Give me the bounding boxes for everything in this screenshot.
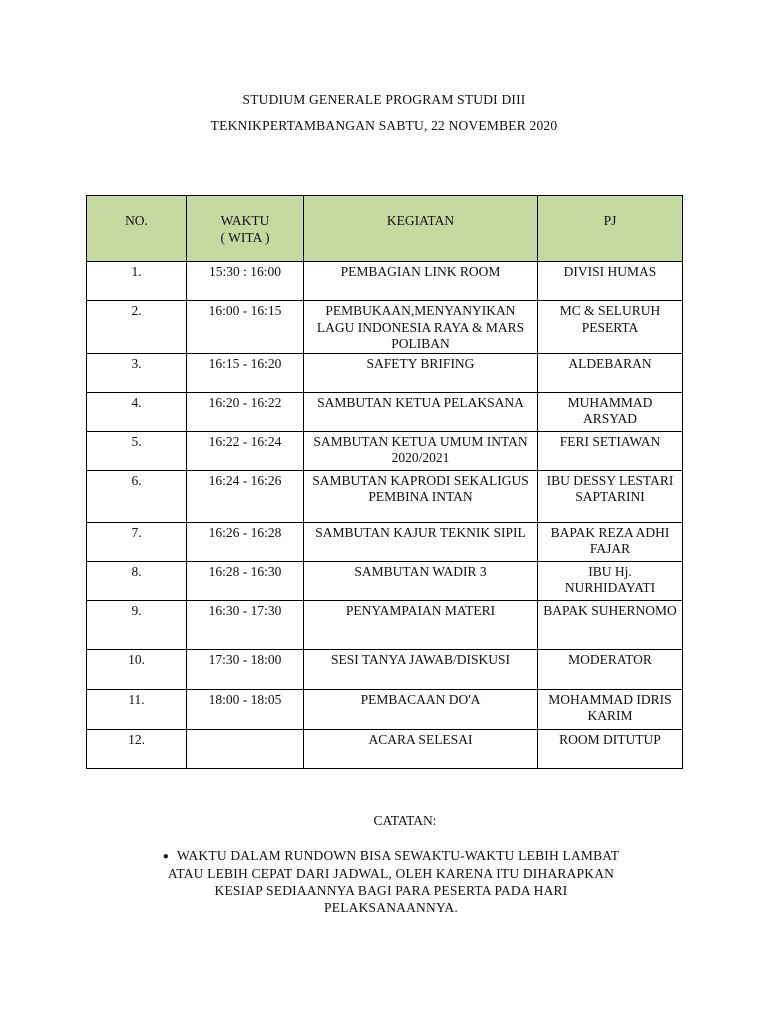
cell-kegiatan: SAMBUTAN KAPRODI SEKALIGUS PEMBINA INTAN	[304, 470, 538, 522]
bullet-dot-icon: ●	[162, 851, 170, 862]
table-row	[87, 392, 683, 431]
cell-no: 11.	[87, 689, 187, 729]
cell-waktu: 18:00 - 18:05	[187, 689, 304, 729]
cell-pj: IBU DESSY LESTARI SAPTARINI	[538, 470, 683, 522]
cell-waktu: 16:00 - 16:15	[187, 301, 304, 354]
note-text: WAKTU DALAM RUNDOWN BISA SEWAKTU-WAKTU LEBIH LAMBAT ATAU LEBIH CEPAT DARI JADWAL, OLEH KARENA ITU DIHARAPKAN KESIAP SEDIAANNYA BAGI PARA PESERTA PADA HARI PELAKSANAANNYA.	[167, 848, 620, 915]
cell-pj: ROOM DITUTUP	[538, 729, 683, 768]
column-header-waktu	[187, 196, 304, 262]
column-header-no: NO.	[87, 196, 187, 262]
cell-pj: MUHAMMAD ARSYAD	[538, 392, 683, 431]
cell-kegiatan: SAMBUTAN KETUA PELAKSANA	[304, 392, 538, 431]
table-row	[87, 301, 683, 354]
table-row	[87, 649, 683, 689]
cell-kegiatan: SAMBUTAN KETUA UMUM INTAN 2020/2021	[304, 431, 538, 470]
cell-kegiatan: SAMBUTAN WADIR 3	[304, 561, 538, 600]
cell-waktu: 17:30 - 18:00	[187, 649, 304, 689]
table-row	[87, 470, 683, 522]
document-title-line-2: TEKNIKPERTAMBANGAN SABTU, 22 NOVEMBER 2020	[210, 118, 558, 133]
cell-no: 8.	[87, 561, 187, 600]
table-row	[87, 561, 683, 600]
cell-pj: MOHAMMAD IDRIS KARIM	[538, 689, 683, 729]
table-row	[87, 522, 683, 561]
cell-no: 1.	[87, 262, 187, 301]
cell-no: 10.	[87, 649, 187, 689]
table-body	[87, 262, 683, 769]
table-row	[87, 729, 683, 768]
cell-kegiatan: SESI TANYA JAWAB/DISKUSI	[304, 649, 538, 689]
cell-pj: ALDEBARAN	[538, 353, 683, 392]
cell-kegiatan: PENYAMPAIAN MATERI	[304, 600, 538, 649]
cell-waktu: 16:26 - 16:28	[187, 522, 304, 561]
note-item	[150, 847, 632, 916]
cell-no: 2.	[87, 301, 187, 354]
table-row	[87, 689, 683, 729]
cell-waktu: 16:20 - 16:22	[187, 392, 304, 431]
cell-pj: MODERATOR	[538, 649, 683, 689]
cell-no: 9.	[87, 600, 187, 649]
cell-pj: BAPAK SUHERNOMO	[538, 600, 683, 649]
cell-no: 3.	[87, 353, 187, 392]
cell-waktu: 16:15 - 16:20	[187, 353, 304, 392]
cell-waktu	[187, 729, 304, 768]
rundown-table	[86, 195, 683, 769]
cell-pj: IBU Hj. NURHIDAYATI	[538, 561, 683, 600]
cell-pj: FERI SETIAWAN	[538, 431, 683, 470]
cell-no: 4.	[87, 392, 187, 431]
notes-heading: CATATAN:	[373, 813, 437, 828]
table-row	[87, 353, 683, 392]
cell-waktu: 16:24 - 16:26	[187, 470, 304, 522]
cell-kegiatan: PEMBAGIAN LINK ROOM	[304, 262, 538, 301]
document-title-line-1: STUDIUM GENERALE PROGRAM STUDI DIII	[242, 92, 526, 107]
column-header-pj: PJ	[538, 196, 683, 262]
cell-pj: DIVISI HUMAS	[538, 262, 683, 301]
column-header-waktu-label: WAKTU	[220, 213, 270, 228]
table-header-row	[87, 196, 683, 262]
cell-waktu: 16:22 - 16:24	[187, 431, 304, 470]
cell-waktu: 16:28 - 16:30	[187, 561, 304, 600]
table-row	[87, 600, 683, 649]
column-header-waktu-unit: ( WITA )	[220, 229, 270, 245]
cell-pj: MC & SELURUH PESERTA	[538, 301, 683, 354]
cell-kegiatan: SAFETY BRIFING	[304, 353, 538, 392]
table-row	[87, 431, 683, 470]
cell-waktu: 16:30 - 17:30	[187, 600, 304, 649]
column-header-kegiatan: KEGIATAN	[304, 196, 538, 262]
cell-no: 7.	[87, 522, 187, 561]
cell-no: 12.	[87, 729, 187, 768]
cell-kegiatan: PEMBUKAAN,MENYANYIKAN LAGU INDONESIA RAYA & MARS POLIBAN	[304, 301, 538, 354]
cell-kegiatan: SAMBUTAN KAJUR TEKNIK SIPIL	[304, 522, 538, 561]
cell-kegiatan: PEMBACAAN DO'A	[304, 689, 538, 729]
table-row	[87, 262, 683, 301]
cell-pj: BAPAK REZA ADHI FAJAR	[538, 522, 683, 561]
cell-no: 5.	[87, 431, 187, 470]
cell-waktu: 15:30 : 16:00	[187, 262, 304, 301]
cell-kegiatan: ACARA SELESAI	[304, 729, 538, 768]
cell-no: 6.	[87, 470, 187, 522]
